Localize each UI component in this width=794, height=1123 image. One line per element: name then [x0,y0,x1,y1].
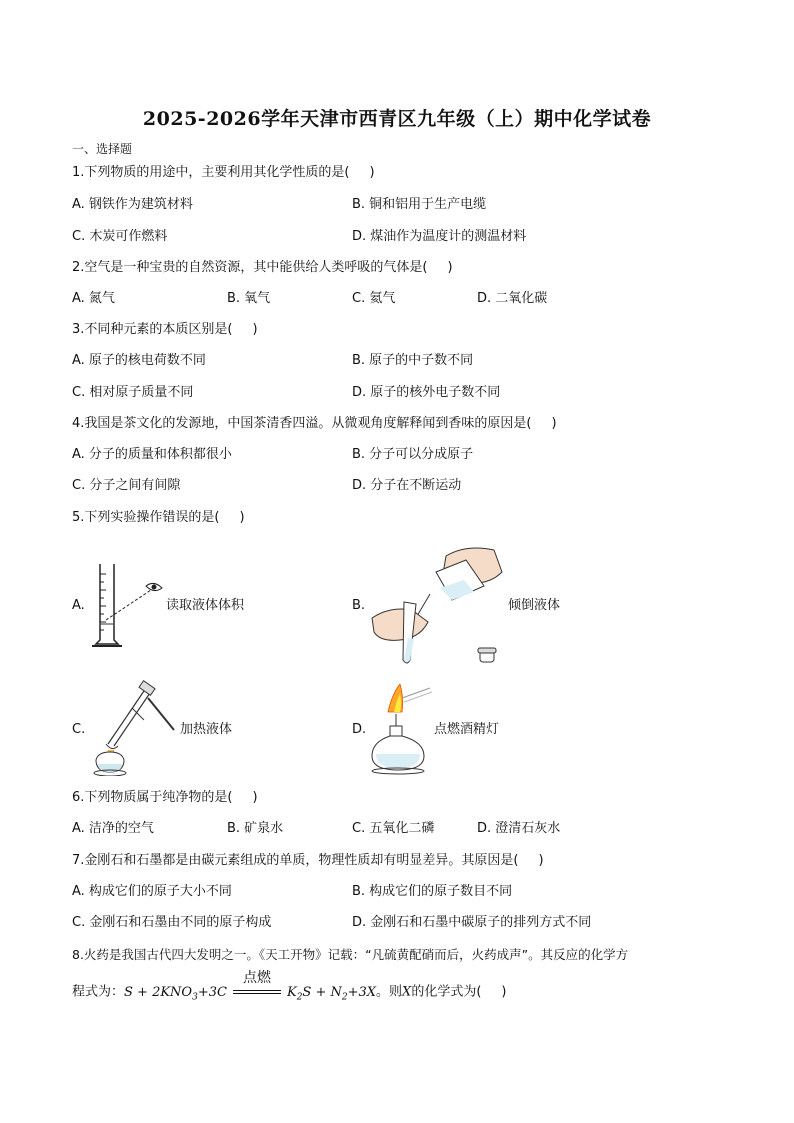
question-2-option-d[interactable]: D. 二氧化碳 [477,291,548,306]
question-4-option-c[interactable]: C. 分子之间有间隙 [72,478,181,493]
question-2-option-b[interactable]: B. 氧气 [227,291,271,306]
question-7-option-c[interactable]: C. 金刚石和石墨由不同的原子构成 [72,915,272,930]
question-1-option-a[interactable]: A. 钢铁作为建筑材料 [72,197,193,212]
equation-reactants: $S + 2KNO_3+3C$ [124,984,227,1003]
question-2-stem: 2.空气是一种宝贵的自然资源，其中能供给人类呼吸的气体是( ) [72,260,453,275]
question-5-option-a-label: 读取液体体积 [166,598,245,613]
question-3-option-c[interactable]: C. 相对原子质量不同 [72,385,194,400]
question-5-option-d-letter[interactable]: D. [352,722,367,737]
question-3-stem: 3.不同种元素的本质区别是( ) [72,322,258,337]
pouring-liquid-figure [370,542,510,670]
graduated-cylinder-figure [88,560,168,652]
question-5-option-c-letter[interactable]: C. [72,722,86,737]
question-5-option-b-letter[interactable]: B. [352,598,366,613]
question-4-stem: 4.我国是茶文化的发源地，中国茶清香四溢。从微观角度解释闻到香味的原因是( ) [72,416,557,431]
section-heading: 一、选择题 [72,142,133,156]
question-3-option-a[interactable]: A. 原子的核电荷数不同 [72,353,206,368]
question-1-option-d[interactable]: D. 煤油作为温度计的测温材料 [352,229,527,244]
question-6-option-a[interactable]: A. 洁净的空气 [72,821,154,836]
question-7-option-b[interactable]: B. 构成它们的原子数目不同 [352,884,513,899]
question-6-option-d[interactable]: D. 澄清石灰水 [477,821,561,836]
page-title: 2025-2026学年天津市西青区九年级（上）期中化学试卷 [142,108,652,130]
question-5-option-b-label: 倾倒液体 [508,598,561,613]
question-4-option-a[interactable]: A. 分子的质量和体积都很小 [72,447,232,462]
question-6-stem: 6.下列物质属于纯净物的是( ) [72,790,258,805]
question-6-option-b[interactable]: B. 矿泉水 [227,821,284,836]
reaction-condition: 点燃 [242,970,271,986]
reaction-arrow [231,970,283,1001]
question-2-option-c[interactable]: C. 氦气 [352,291,396,306]
question-5-stem: 5.下列实验操作错误的是( ) [72,510,245,525]
heating-liquid-figure [88,680,182,776]
question-4-option-d[interactable]: D. 分子在不断运动 [352,478,462,493]
question-7-option-a[interactable]: A. 构成它们的原子大小不同 [72,884,232,899]
question-2-option-a[interactable]: A. 氮气 [72,291,115,306]
question-7-option-d[interactable]: D. 金刚石和石墨中碳原子的排列方式不同 [352,915,592,930]
question-6-option-c[interactable]: C. 五氧化二磷 [352,821,435,836]
question-8-equation-line: 程式为：$S + 2KNO_3+3C$ 点燃 $K_2S + N_2+3X$。则X的化学式为( ) [72,970,507,1003]
question-4-option-b[interactable]: B. 分子可以分成原子 [352,447,474,462]
question-5-option-c-label: 加热液体 [180,722,233,737]
question-5-option-a-letter[interactable]: A. [72,598,85,613]
question-1-stem: 1.下列物质的用途中，主要利用其化学性质的是( ) [72,165,375,180]
question-3-option-b[interactable]: B. 原子的中子数不同 [352,353,474,368]
question-3-option-d[interactable]: D. 原子的核外电子数不同 [352,385,501,400]
alcohol-lamp-figure [368,684,438,776]
equation-products: $K_2S + N_2+3X$ [286,984,377,1003]
question-1-option-b[interactable]: B. 铜和铝用于生产电缆 [352,197,487,212]
question-1-option-c[interactable]: C. 木炭可作燃料 [72,229,168,244]
question-5-option-d-label: 点燃酒精灯 [434,722,500,737]
question-7-stem: 7.金刚石和石墨都是由碳元素组成的单质，物理性质却有明显差异。其原因是( ) [72,853,544,868]
question-8-stem-line1: 8.火药是我国古代四大发明之一。《天工开物》记载：“凡硫黄配硝而后，火药成声”。其反应的化学方 [72,947,629,962]
